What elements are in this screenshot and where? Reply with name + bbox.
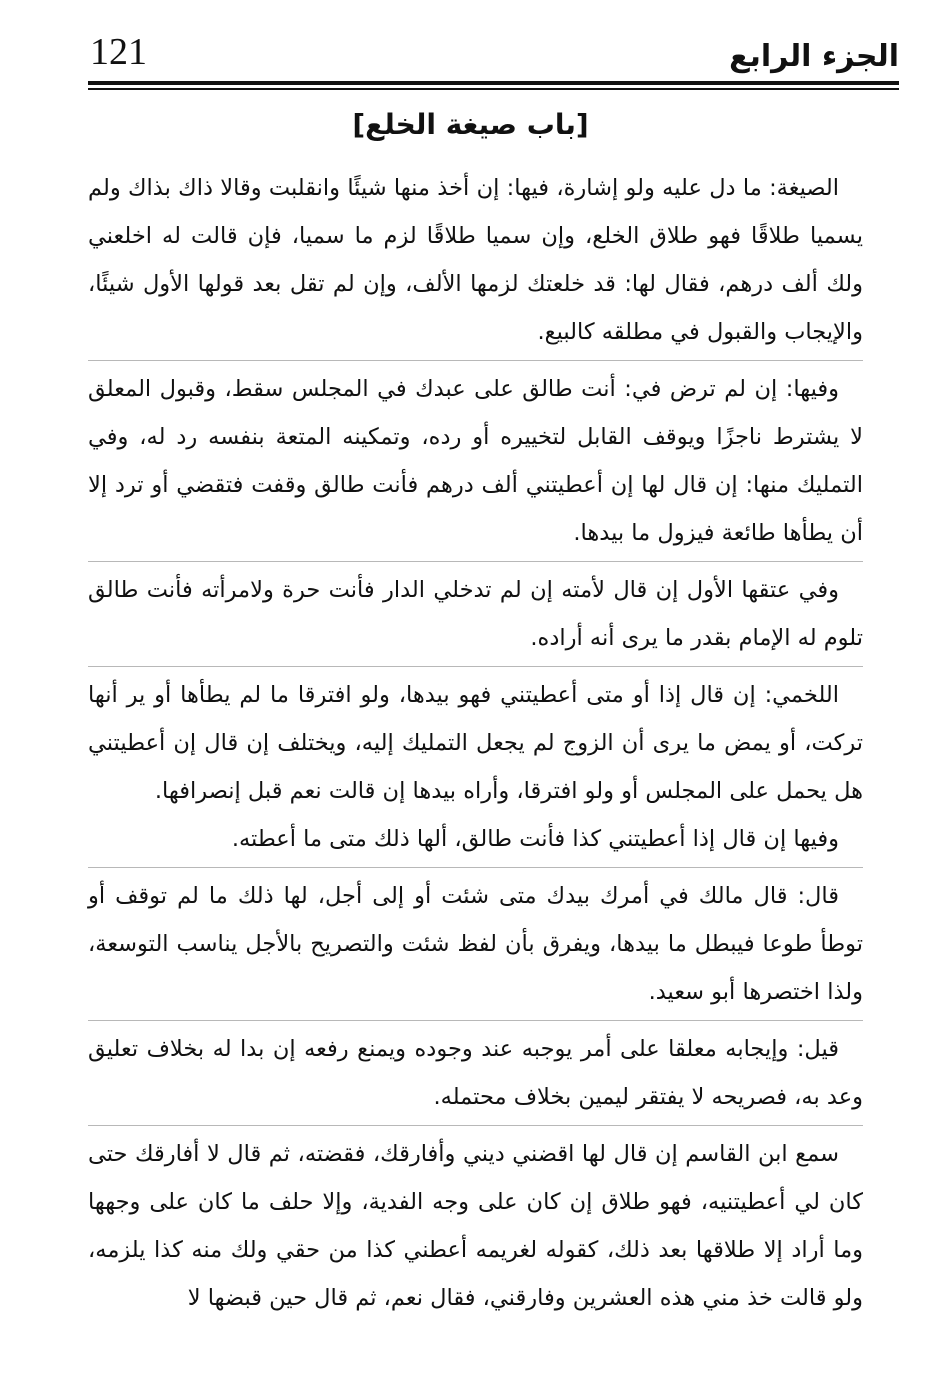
paragraph: وفيها: إن لم ترض في: أنت طالق على عبدك في المجلس سقط، وقبول المعلق لا يشترط ناجزًا ويوقف القابل لتخييره أو رده، وتمكينه المتعة بنفسه رد له، وفي التمليك منها: إن قال لها إن أعطيتني ألف درهم فأنت طالق وقفت فتقضي أو ترد إلا أن يطأها طائعة فيزول ما بيدها.: [88, 376, 863, 546]
paragraph-divider: [88, 360, 863, 361]
paragraph-divider: [88, 561, 863, 562]
paragraph-divider: [88, 867, 863, 868]
body-text: [88, 164, 863, 1322]
chapter-title: [باب صيغة الخلع]: [352, 108, 589, 141]
paragraph: وفي عتقها الأول إن قال لأمته إن لم تدخلي الدار فأنت حرة ولامرأته فأنت طالق تلوم له الإمام بقدر ما يرى أنه أراده.: [88, 577, 863, 651]
paragraph-divider: [88, 1020, 863, 1021]
paragraph-divider: [88, 1125, 863, 1126]
page-header: [88, 28, 899, 88]
paragraph: قيل: وإيجابه معلقا على أمر يوجبه عند وجوده ويمنع رفعه إن بدا له بخلاف تعليق وعد به، فصريحه لا يفتقر ليمين بخلاف محتمله.: [88, 1036, 863, 1110]
running-head: الجزء الرابع: [729, 39, 899, 74]
paragraph: اللخمي: إن قال إذا أو متى أعطيتني فهو بيدها، ولو افترقا ما لم يطأها أو ير أنها تركت، أو يمض ما يرى أن الزوج لم يجعل التمليك إليه، ويختلف إن قال إن أعطيتني هل يحمل على المجلس أو ولو افترقا، وأراه بيدها إن قالت نعم قبل إنصرافها.: [88, 682, 863, 804]
page-number: 121: [90, 31, 147, 73]
paragraph: الصيغة: ما دل عليه ولو إشارة، فيها: إن أخذ منها شيئًا وانقلبت وقالا ذاك بذاك ولم يسميا طلاقًا فهو طلاق الخلع، وإن سميا طلاقًا لزم ما سميا، فإن قالت له اخلعني ولك ألف درهم، فقال لها: قد خلعتك لزمها الألف، وإن لم تقل بعد قولها الأول شيئًا، والإيجاب والقبول في مطلقه كالبيع.: [88, 175, 863, 345]
paragraph: سمع ابن القاسم إن قال لها اقضني ديني وأفارقك، فقضته، ثم قال لا أفارقك حتى كان لي أعطيتنيه، فهو طلاق إن كان على وجه الفدية، وإلا حلف ما كان على وجهها وما أراد إلا طلاقها بعد ذلك، كقوله لغريمه أعطني كذا من حقي ولك منه كذا يلزمه، ولو قالت خذ مني هذه العشرين وفارقني، فقال نعم، ثم قال حين قبضها لا: [88, 1141, 863, 1311]
header-rule-thick: [88, 81, 899, 85]
paragraph-divider: [88, 666, 863, 667]
paragraph: قال: قال مالك في أمرك بيدك متى شئت أو إلى أجل، لها ذلك ما لم توقف أو توطأ طوعا فيبطل ما بيدها، ويفرق بأن لفظ شئت والتصريح بالأجل يناسب التوسعة، ولذا اختصرها أبو سعيد.: [88, 883, 863, 1005]
header-rule-thin: [88, 88, 899, 90]
paragraph: وفيها إن قال إذا أعطيتني كذا فأنت طالق، ألها ذلك متى ما أعطته.: [231, 826, 839, 852]
